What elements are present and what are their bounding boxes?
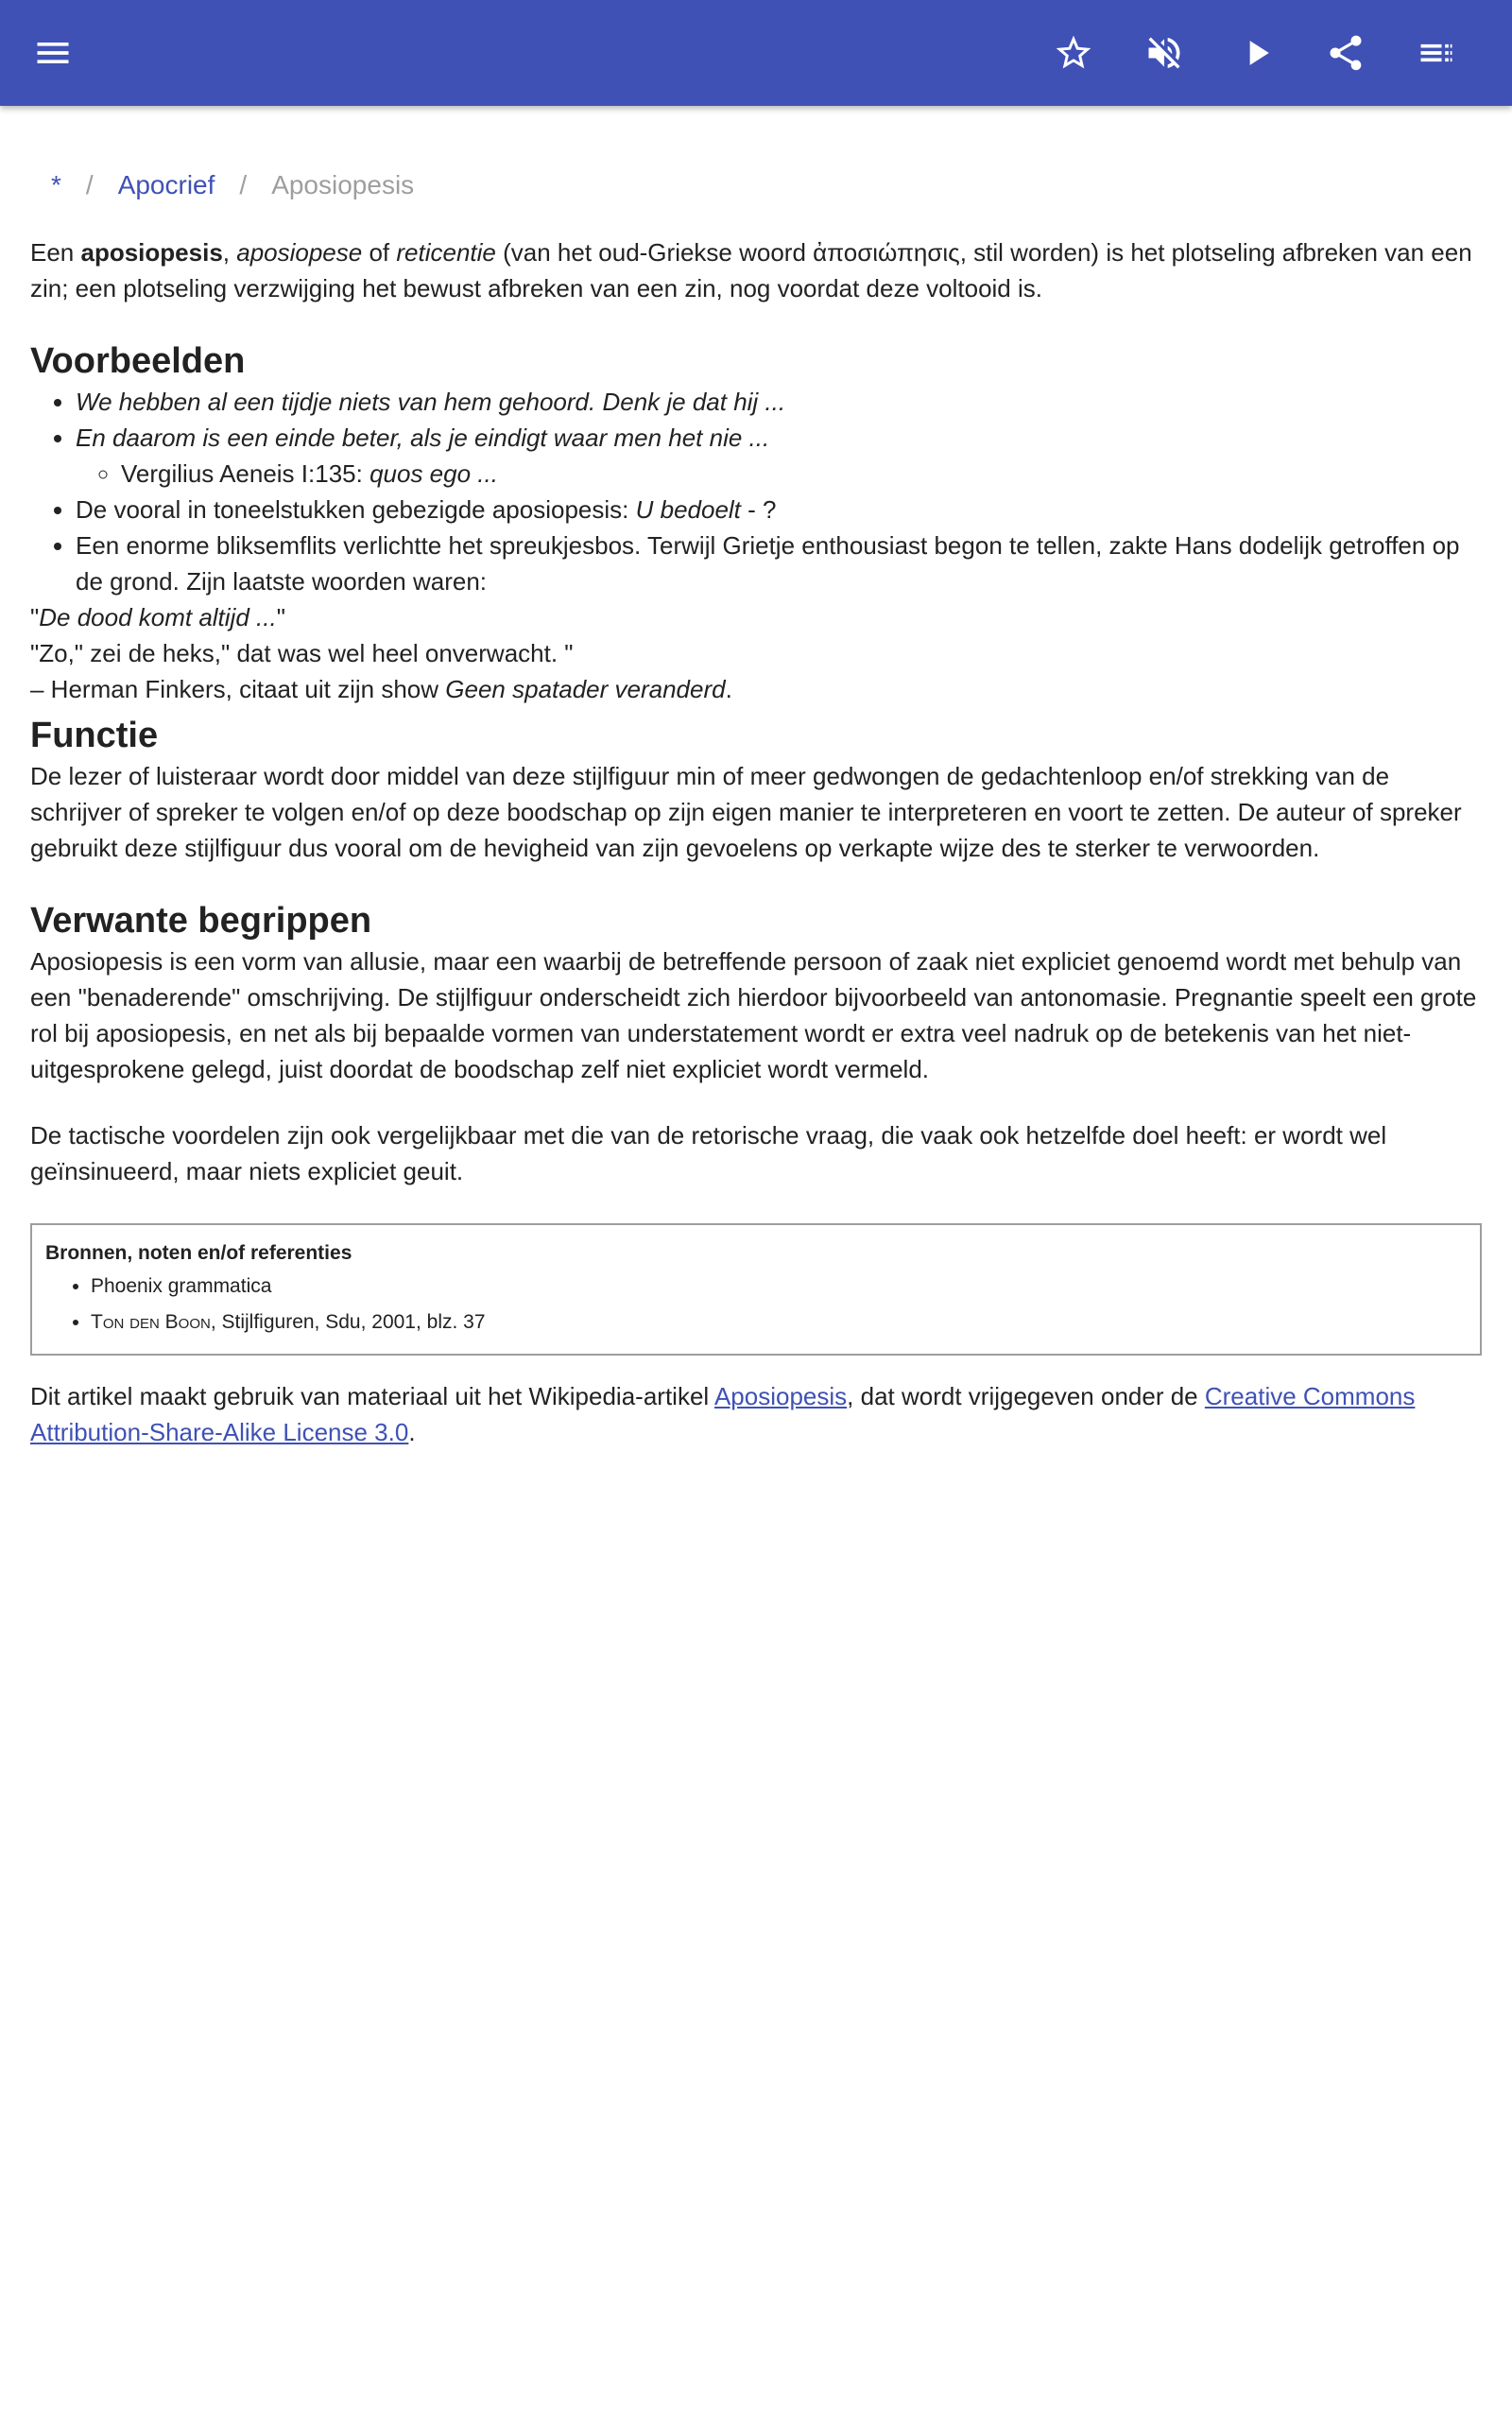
quote-line: "De dood komt altijd ..." [30,603,285,631]
sub-list [76,456,1482,492]
list-item: • De vooral in toneelstukken gebezigde aposiopesis: U bedoelt - ? [76,492,1482,527]
heading-verwante-begrippen: Verwante begrippen [30,901,372,941]
breadcrumb-separator: / [239,170,248,199]
list-item: • En daarom is een einde beter, als je eindigt waar men het nie ... ◦ Vergilius Aeneis I:135: quos ego ... [76,420,1482,492]
quote-line: "Zo," zei de heks," dat was wel heel onverwacht. " [30,639,574,667]
breadcrumb-separator: / [85,170,94,199]
app-bar [0,0,1512,106]
verwante-paragraph-1: Aposiopesis is een vorm van allusie, maar een waarbij de betreffende persoon of zaak niet expliciet genoemd wordt met behulp van een "benaderende" omschrijving. De stijlfiguur onderscheidt zich hierdoor bijvoorbeeld van antonomasie. Pregnantie speelt een grote rol bij aposiopesis, en net als bij bepaalde vormen van understatement wordt er extra veel nadruk op de betekenis van het niet-uitgesprokene gelegd, juist doordat de boodschap zelf niet expliciet wordt vermeld. [30,947,1477,1083]
list-item: • Een enorme bliksemflits verlichtte het spreukjesbos. Terwijl Grietje enthousiast begon te tellen, zakte Hans dodelijk getroffen op de grond. Zijn laatste woorden waren: [76,527,1482,599]
article-content [30,106,1482,1450]
license-link[interactable]: Creative Commons Attribution-Share-Alike License 3.0 [30,1382,1416,1446]
playlist-icon[interactable] [1410,26,1463,79]
heading-voorbeelden: Voorbeelden [30,341,246,381]
references-list [45,1269,1467,1340]
breadcrumb-home-link[interactable]: * [51,170,61,199]
wikipedia-article-link[interactable]: Aposiopesis [713,1382,848,1410]
list-item: ◦ Vergilius Aeneis I:135: quos ego ... [121,456,1482,492]
list-item: • Ton den Boon, Stijlfiguren, Sdu, 2001, blz. 37 [91,1305,1467,1340]
list-item: • Phoenix grammatica [91,1269,1467,1305]
heading-functie: Functie [30,716,159,755]
menu-icon[interactable] [26,26,79,79]
intro-paragraph: Een aposiopesis, aposiopese of reticentie (van het oud-Griekse woord ἀποσιώπησις, stil worden) is het plotseling afbreken van een zin; een plotseling verzwijging het bewust afbreken van een zin, nog voordat deze voltooid is. [30,238,1472,302]
examples-list [30,384,1482,599]
references-box [30,1223,1482,1356]
list-item: • We hebben al een tijdje niets van hem gehoord. Denk je dat hij ... [76,384,1482,420]
verwante-paragraph-2: De tactische voordelen zijn ook vergelijkbaar met die van de retorische vraag, die vaak ook hetzelfde doel heeft: er wordt wel geïnsinueerd, maar niets expliciet geuit. [30,1121,1387,1185]
share-icon[interactable] [1319,26,1372,79]
volume-off-icon[interactable] [1138,26,1191,79]
breadcrumb-parent-link[interactable]: Apocrief [117,170,215,199]
breadcrumb [30,166,1482,204]
play-icon[interactable] [1230,26,1283,79]
license-note: Dit artikel maakt gebruik van materiaal uit het Wikipedia-artikel Aposiopesis, dat wordt vrijgegeven onder de Creative Commons Attribution-Share-Alike License 3.0. [30,1382,1416,1446]
breadcrumb-current: Aposiopesis [271,170,415,199]
quote-attribution: – Herman Finkers, citaat uit zijn show Geen spatader veranderd. [30,675,732,703]
star-icon[interactable] [1047,26,1100,79]
functie-paragraph: De lezer of luisteraar wordt door middel van deze stijlfiguur min of meer gedwongen de gedachtenloop en/of strekking van de schrijver of spreker te volgen en/of op deze boodschap op zijn eigen manier te interpreteren en voort te zetten. De auteur of spreker gebruikt deze stijlfiguur dus vooral om de hevigheid van zijn gevoelens op verkapte wijze des te sterker te verwoorden. [30,762,1462,862]
quote-block [30,599,1482,707]
references-title: Bronnen, noten en/of referenties [45,1242,352,1264]
